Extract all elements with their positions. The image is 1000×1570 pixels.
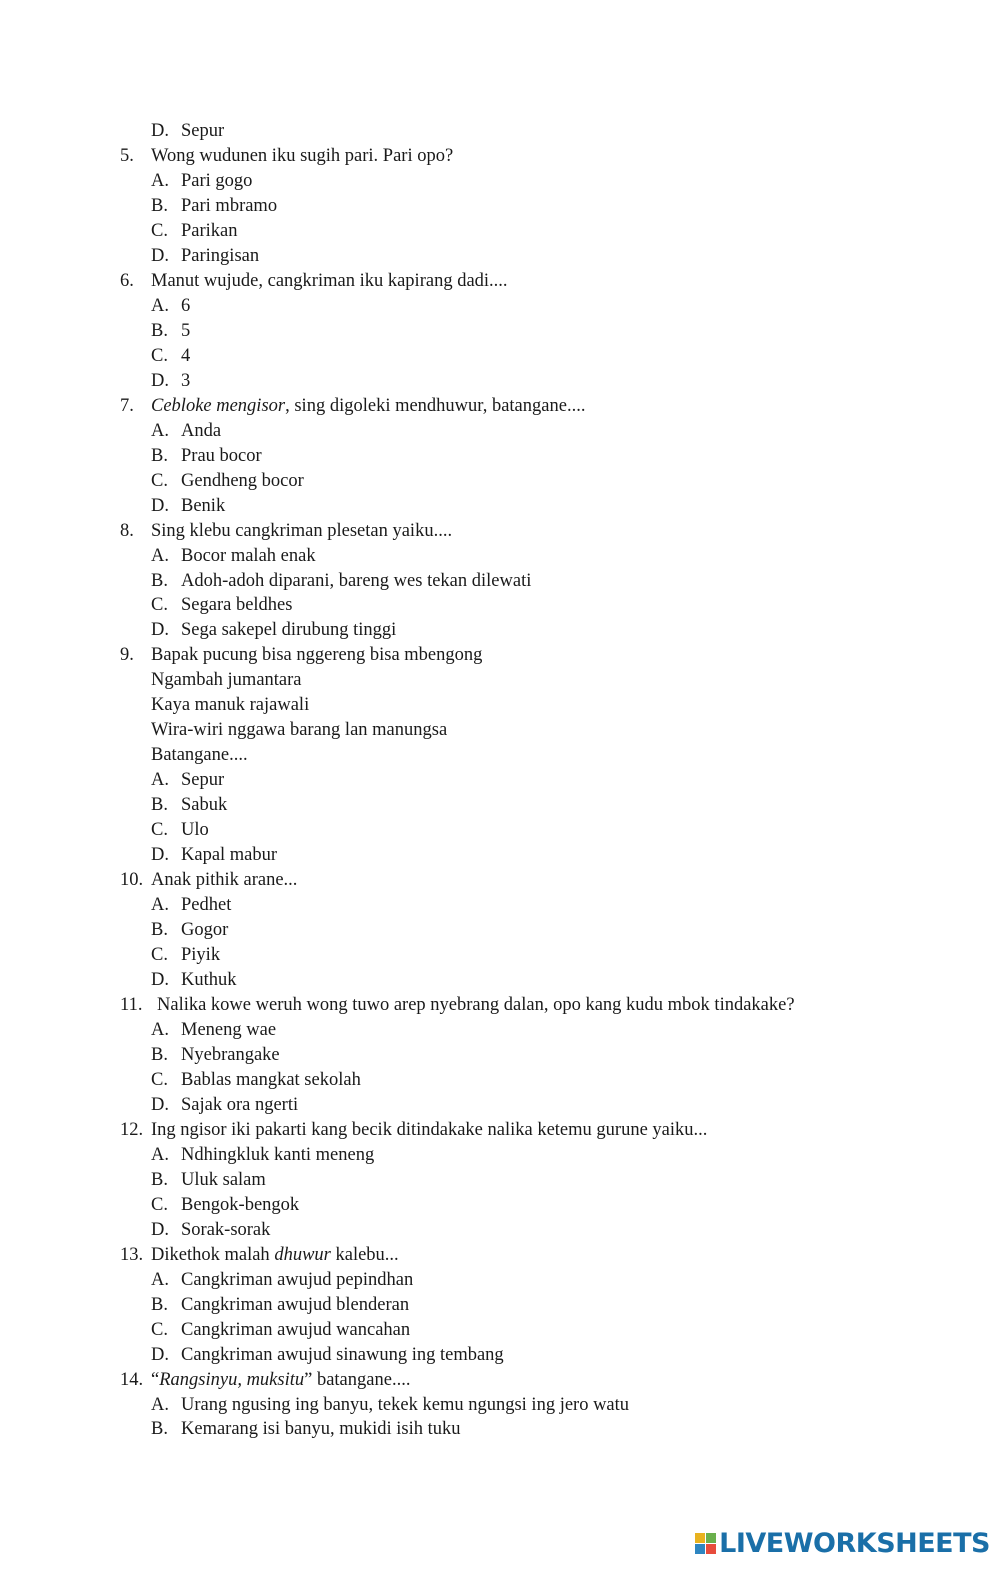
option-letter: C. xyxy=(151,595,168,616)
question-10 xyxy=(120,868,297,893)
question-12 xyxy=(120,1118,707,1143)
question-number: 13. xyxy=(120,1244,144,1265)
option-letter: D. xyxy=(151,495,169,516)
option-text: Uluk salam xyxy=(181,1169,266,1190)
liveworksheets-logo-icon xyxy=(695,1533,715,1553)
option-text: Ndhingkluk kanti meneng xyxy=(181,1144,375,1165)
option-5-a xyxy=(151,169,252,194)
option-letter: D. xyxy=(151,1219,169,1240)
option-letter: D. xyxy=(151,845,169,866)
option-text: 3 xyxy=(181,370,191,391)
question-text: Ing ngisor iki pakarti kang becik ditindakake nalika ketemu gurune yaiku... xyxy=(151,1119,708,1140)
option-text: Kemarang isi banyu, mukidi isih tuku xyxy=(181,1419,461,1440)
option-11-a xyxy=(151,1018,276,1043)
option-text: Cangkriman awujud wancahan xyxy=(181,1319,411,1340)
option-text: Gogor xyxy=(181,920,229,940)
option-letter: A. xyxy=(151,1269,169,1290)
option-12-d xyxy=(151,1218,270,1243)
option-8-d xyxy=(151,618,396,643)
option-text: Pari gogo xyxy=(181,170,253,191)
option-text: Gendheng bocor xyxy=(181,470,304,491)
option-text: Cangkriman awujud blenderan xyxy=(181,1294,410,1315)
option-letter: B. xyxy=(151,920,168,940)
option-text: Bablas mangkat sekolah xyxy=(181,1069,361,1090)
option-11-b xyxy=(151,1043,280,1068)
option-letter: C. xyxy=(151,945,168,965)
question-text: , sing digoleki mendhuwur, batangane.... xyxy=(285,395,586,416)
option-letter: C. xyxy=(151,470,168,491)
option-letter: A. xyxy=(151,170,169,191)
question-text: Bapak pucung bisa nggereng bisa mbengong xyxy=(151,645,483,666)
question-text: Wong wudunen iku sugih pari. Pari opo? xyxy=(151,146,454,166)
question-text: Manut wujude, cangkriman iku kapirang dadi.... xyxy=(151,270,508,291)
option-text: Sepur xyxy=(181,121,225,141)
option-letter: B. xyxy=(151,1044,168,1065)
option-letter: B. xyxy=(151,320,168,341)
option-letter: A. xyxy=(151,420,169,441)
question-stem-line: Batangane.... xyxy=(151,745,248,766)
option-10-d xyxy=(151,968,237,993)
option-text: Kapal mabur xyxy=(181,845,278,866)
question-text-tail: ” batangane.... xyxy=(304,1369,411,1390)
option-9-d xyxy=(151,843,277,868)
option-9-c xyxy=(151,818,209,843)
question-13 xyxy=(120,1243,399,1268)
option-letter: C. xyxy=(151,1194,168,1215)
option-8-a xyxy=(151,544,316,569)
option-text: Pari mbramo xyxy=(181,195,278,216)
option-8-b xyxy=(151,569,531,594)
option-13-b xyxy=(151,1293,409,1318)
question-number: 11. xyxy=(120,994,143,1015)
option-text: Cangkriman awujud pepindhan xyxy=(181,1269,414,1290)
option-text: Paringisan xyxy=(181,245,260,266)
option-letter: A. xyxy=(151,545,169,566)
option-7-d xyxy=(151,494,225,519)
option-text: Piyik xyxy=(181,945,221,965)
option-text: 6 xyxy=(181,295,191,316)
question-number: 14. xyxy=(120,1369,144,1390)
option-7-c xyxy=(151,469,304,494)
option-text: Urang ngusing ing banyu, tekek kemu ngungsi ing jero watu xyxy=(181,1394,630,1415)
question-number: 7. xyxy=(120,395,134,416)
question-number: 10. xyxy=(120,870,144,891)
option-letter: D. xyxy=(151,121,169,141)
question-stem-line: Ngambah jumantara xyxy=(151,670,302,691)
option-text: Sega sakepel dirubung tinggi xyxy=(181,620,397,641)
option-12-b xyxy=(151,1168,266,1193)
option-text: Bocor malah enak xyxy=(181,545,316,566)
question-8 xyxy=(120,519,452,544)
question-14 xyxy=(120,1368,410,1393)
option-letter: D. xyxy=(151,1094,169,1115)
option-text: Sabuk xyxy=(181,795,228,816)
option-text: Sajak ora ngerti xyxy=(181,1094,299,1115)
question-7 xyxy=(120,394,585,419)
question-italic-text: dhuwur xyxy=(274,1244,331,1265)
option-12-a xyxy=(151,1143,374,1168)
option-13-a xyxy=(151,1268,413,1293)
option-letter: C. xyxy=(151,820,168,841)
question-6 xyxy=(120,269,508,294)
option-5-d xyxy=(151,244,259,269)
option-text: Anda xyxy=(181,420,222,441)
option-11-c xyxy=(151,1068,361,1093)
option-text: Benik xyxy=(181,495,226,516)
option-10-a xyxy=(151,893,231,918)
option-letter: B. xyxy=(151,445,168,466)
option-letter: B. xyxy=(151,795,168,816)
question-stem-line: Wira-wiri nggawa barang lan manungsa xyxy=(151,720,448,741)
question-number: 5. xyxy=(120,146,134,166)
option-text: 5 xyxy=(181,320,191,341)
question-number: 8. xyxy=(120,520,134,541)
liveworksheets-brand xyxy=(695,1528,990,1558)
option-11-d xyxy=(151,1093,298,1118)
option-letter: A. xyxy=(151,1144,169,1165)
option-text: 4 xyxy=(181,345,191,366)
question-11 xyxy=(120,993,795,1018)
option-12-c xyxy=(151,1193,299,1218)
option-text: Adoh-adoh diparani, bareng wes tekan dilewati xyxy=(181,570,532,591)
option-letter: B. xyxy=(151,1169,168,1190)
option-text: Sepur xyxy=(181,770,225,791)
option-7-b xyxy=(151,444,262,469)
option-letter: B. xyxy=(151,1294,168,1315)
question-text: Anak pithik arane... xyxy=(151,870,298,891)
question-number: 9. xyxy=(120,645,134,666)
option-letter: A. xyxy=(151,1394,169,1415)
option-text: Meneng wae xyxy=(181,1019,277,1040)
option-text: Kuthuk xyxy=(181,970,237,990)
option-text: Segara beldhes xyxy=(181,595,293,616)
option-6-c xyxy=(151,344,190,369)
question-text: Nalika kowe weruh wong tuwo arep nyebrang dalan, opo kang kudu mbok tindakake? xyxy=(157,994,795,1015)
question-text: Sing klebu cangkriman plesetan yaiku.... xyxy=(151,520,453,541)
option-letter: C. xyxy=(151,1319,168,1340)
option-8-c xyxy=(151,593,292,618)
option-letter: B. xyxy=(151,570,168,591)
option-letter: A. xyxy=(151,770,169,791)
option-carryover xyxy=(151,119,224,144)
option-text: Pedhet xyxy=(181,895,232,916)
option-letter: D. xyxy=(151,245,169,266)
option-text: Prau bocor xyxy=(181,445,262,466)
option-letter: A. xyxy=(151,895,169,916)
question-text: “ xyxy=(151,1369,160,1390)
option-letter: C. xyxy=(151,345,168,366)
option-text: Bengok-bengok xyxy=(181,1194,300,1215)
option-text: Sorak-sorak xyxy=(181,1219,271,1240)
option-14-b xyxy=(151,1417,461,1442)
option-text: Cangkriman awujud sinawung ing tembang xyxy=(181,1344,504,1365)
option-text: Nyebrangake xyxy=(181,1044,280,1065)
question-5 xyxy=(120,144,453,169)
option-13-d xyxy=(151,1343,504,1368)
option-letter: D. xyxy=(151,970,169,990)
question-italic-text: Cebloke mengisor xyxy=(151,395,286,416)
brand-name: LIVEWORKSHEETS xyxy=(719,1527,990,1559)
question-number: 12. xyxy=(120,1119,144,1140)
option-9-a xyxy=(151,768,224,793)
option-letter: B. xyxy=(151,195,168,216)
question-italic-text: Rangsinyu, muksitu xyxy=(159,1369,305,1390)
option-letter: C. xyxy=(151,1069,168,1090)
option-letter: D. xyxy=(151,370,169,391)
option-letter: A. xyxy=(151,1019,169,1040)
question-stem-line: Kaya manuk rajawali xyxy=(151,695,310,716)
option-7-a xyxy=(151,419,221,444)
question-text: Dikethok malah xyxy=(151,1244,275,1265)
option-9-b xyxy=(151,793,227,818)
question-number: 6. xyxy=(120,270,134,291)
option-6-a xyxy=(151,294,190,319)
option-text: Parikan xyxy=(181,220,238,241)
option-5-b xyxy=(151,194,277,219)
question-9 xyxy=(120,643,482,668)
option-10-c xyxy=(151,943,220,968)
option-letter: D. xyxy=(151,620,169,641)
option-letter: B. xyxy=(151,1419,168,1440)
option-13-c xyxy=(151,1318,410,1343)
option-6-d xyxy=(151,369,190,394)
option-letter: D. xyxy=(151,1344,169,1365)
option-6-b xyxy=(151,319,190,344)
option-14-a xyxy=(151,1393,629,1418)
option-letter: C. xyxy=(151,220,168,241)
question-text-tail: kalebu... xyxy=(330,1244,399,1265)
option-letter: A. xyxy=(151,295,169,316)
option-text: Ulo xyxy=(181,820,209,841)
option-5-c xyxy=(151,219,238,244)
option-10-b xyxy=(151,918,228,943)
